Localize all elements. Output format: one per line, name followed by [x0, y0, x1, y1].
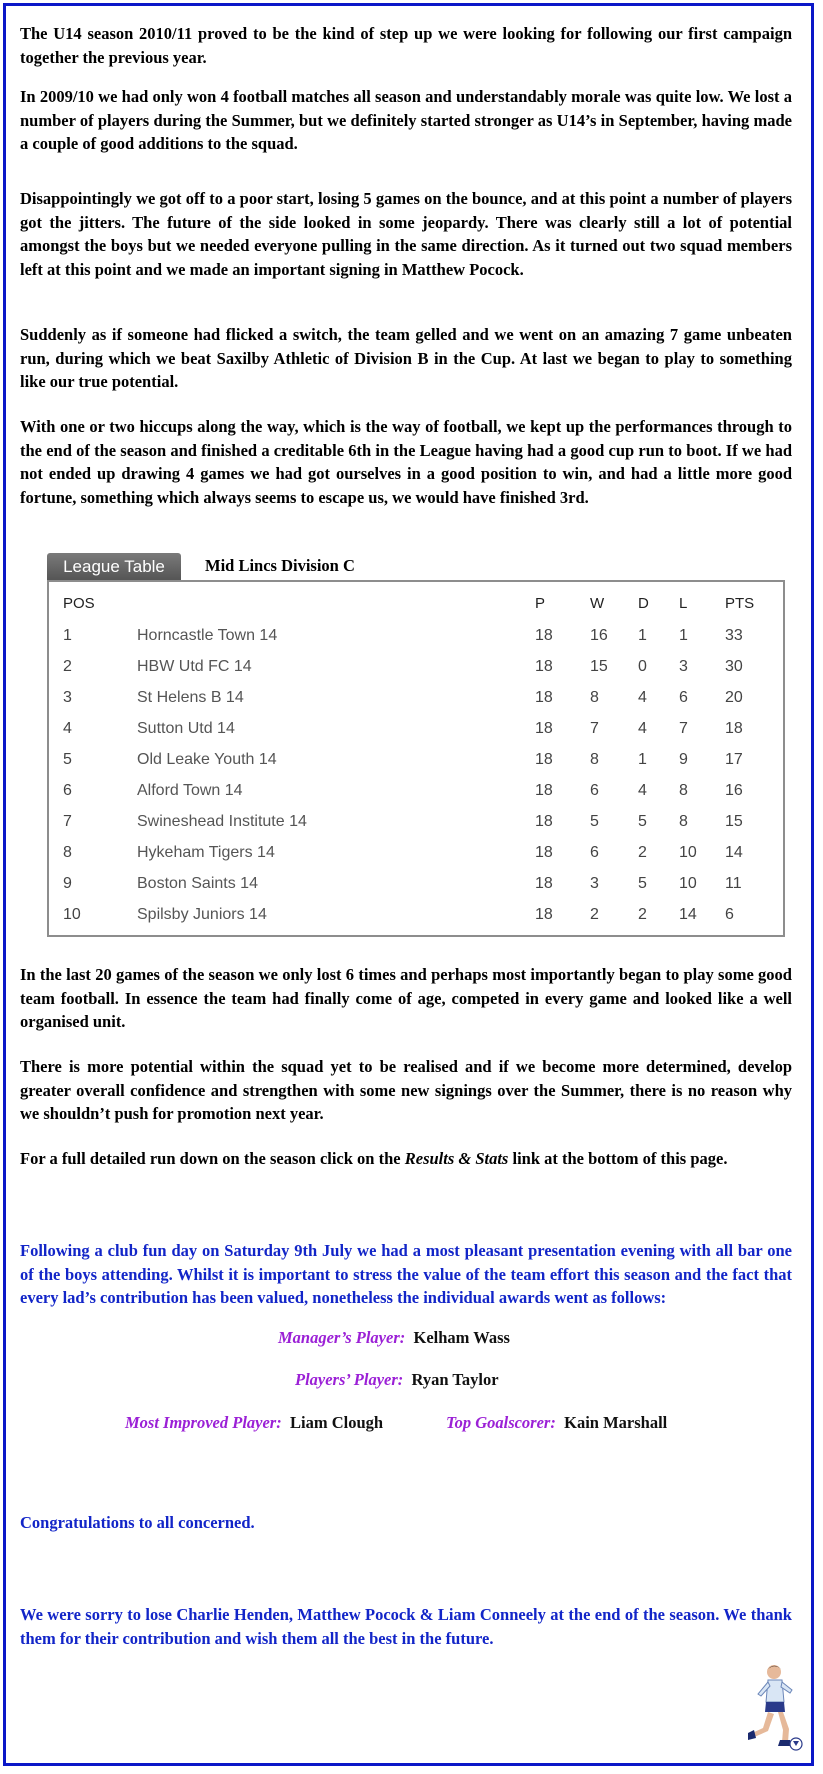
row-lost: 8: [679, 813, 688, 830]
header-pos: POS: [63, 595, 95, 612]
row-won: 5: [590, 813, 599, 830]
row-lost: 14: [679, 906, 697, 923]
row-drawn: 1: [638, 751, 647, 768]
row-played: 18: [535, 751, 553, 768]
results-intro-text: For a full detailed run down on the season click on the: [20, 1149, 405, 1168]
row-team-name: Hykeham Tigers 14: [137, 844, 275, 861]
row-team-name: Alford Town 14: [137, 782, 243, 799]
league-table-body: [47, 580, 785, 937]
row-played: 18: [535, 720, 553, 737]
league-table-row: [49, 651, 783, 682]
row-pos: 4: [63, 720, 72, 737]
header-drawn: D: [638, 595, 649, 612]
row-lost: 7: [679, 720, 688, 737]
row-drawn: 4: [638, 720, 647, 737]
row-lost: 9: [679, 751, 688, 768]
row-lost: 1: [679, 627, 688, 644]
row-points: 33: [725, 627, 743, 644]
paragraph-potential: There is more potential within the squad yet to be realised and if we become more determined, develop greater overall confidence and strengthen with some new signings over the Summer, there is no reason why we shouldn’t push for promotion next year.: [20, 1057, 792, 1123]
league-table-tab: League Table: [47, 553, 181, 580]
row-team-name: Old Leake Youth 14: [137, 751, 277, 768]
award-managers-player: [278, 1328, 510, 1348]
row-team-name: Horncastle Town 14: [137, 627, 278, 644]
row-won: 8: [590, 689, 599, 706]
paragraph-last-20-games: In the last 20 games of the season we only lost 6 times and perhaps most importantly began to play some good team football. In essence the team had finally come of age, competed in every game and looked like a well organised unit.: [20, 965, 792, 1031]
row-points: 15: [725, 813, 743, 830]
row-lost: 8: [679, 782, 688, 799]
row-played: 18: [535, 844, 553, 861]
row-pos: 2: [63, 658, 72, 675]
row-pos: 5: [63, 751, 72, 768]
header-won: W: [590, 595, 605, 612]
row-drawn: 4: [638, 689, 647, 706]
footballer-icon: [738, 1660, 808, 1752]
league-table-row: [49, 713, 783, 744]
row-drawn: 0: [638, 658, 647, 675]
league-table-row: [49, 806, 783, 837]
league-table: [47, 553, 785, 937]
league-table-row: [49, 775, 783, 806]
paragraph-results-link: [20, 1147, 792, 1171]
row-drawn: 2: [638, 906, 647, 923]
award-top-goalscorer: [446, 1413, 667, 1433]
row-pos: 1: [63, 627, 72, 644]
row-points: 16: [725, 782, 743, 799]
row-points: 18: [725, 720, 743, 737]
league-table-header: [49, 588, 783, 619]
paragraph-farewell: We were sorry to lose Charlie Henden, Matthew Pocock & Liam Conneely at the end of the season. We thank them for their contribution and wish them all the best in the future.: [20, 1605, 792, 1648]
row-won: 6: [590, 844, 599, 861]
league-table-row: [49, 899, 783, 930]
row-played: 18: [535, 875, 553, 892]
row-pos: 9: [63, 875, 72, 892]
row-drawn: 2: [638, 844, 647, 861]
row-lost: 6: [679, 689, 688, 706]
row-played: 18: [535, 782, 553, 799]
row-pos: 10: [63, 906, 81, 923]
row-pos: 8: [63, 844, 72, 861]
award-winner: Ryan Taylor: [411, 1370, 499, 1389]
row-drawn: 5: [638, 875, 647, 892]
award-label: Manager’s Player:: [278, 1328, 406, 1347]
row-won: 15: [590, 658, 608, 675]
row-points: 6: [725, 906, 734, 923]
row-won: 2: [590, 906, 599, 923]
row-played: 18: [535, 658, 553, 675]
row-won: 7: [590, 720, 599, 737]
row-lost: 10: [679, 875, 697, 892]
row-won: 8: [590, 751, 599, 768]
row-team-name: St Helens B 14: [137, 689, 244, 706]
row-lost: 10: [679, 844, 697, 861]
row-team-name: HBW Utd FC 14: [137, 658, 252, 675]
league-table-title: Mid Lincs Division C: [205, 556, 355, 575]
row-points: 30: [725, 658, 743, 675]
results-outro-text: link at the bottom of this page.: [508, 1149, 728, 1168]
award-players-player: [295, 1370, 499, 1390]
row-points: 20: [725, 689, 743, 706]
row-team-name: Boston Saints 14: [137, 875, 258, 892]
league-table-row: [49, 682, 783, 713]
row-drawn: 4: [638, 782, 647, 799]
paragraph-congratulations: Congratulations to all concerned.: [20, 1513, 255, 1532]
paragraph-poor-start: Disappointingly we got off to a poor start, losing 5 games on the bounce, and at this point a number of players got the jitters. The future of the side looked in some jeopardy. There was clearly still a lot of potential amongst the boys but we needed everyone pulling in the same direction. As it turned out two squad members left at this point and we made an important signing in Matthew Pocock.: [20, 189, 792, 279]
row-played: 18: [535, 627, 553, 644]
header-points: PTS: [725, 595, 755, 612]
award-label: Most Improved Player:: [125, 1413, 282, 1432]
row-team-name: Sutton Utd 14: [137, 720, 235, 737]
award-winner: Kain Marshall: [564, 1413, 668, 1432]
award-label: Players’ Player:: [295, 1370, 404, 1389]
row-played: 18: [535, 906, 553, 923]
league-table-row: [49, 744, 783, 775]
paragraph-presentation: Following a club fun day on Saturday 9th July we had a most pleasant presentation evening with all bar one of the boys attending. Whilst it is important to stress the value of the team effort this season and the fact that every lad’s contribution has been valued, nonetheless the individual awards went as follows:: [20, 1241, 792, 1307]
row-pos: 6: [63, 782, 72, 799]
award-winner: Kelham Wass: [413, 1328, 510, 1347]
league-table-row: [49, 620, 783, 651]
league-table-row: [49, 837, 783, 868]
row-played: 18: [535, 689, 553, 706]
results-stats-link[interactable]: Results & Stats: [404, 1149, 509, 1168]
award-label: Top Goalscorer:: [446, 1413, 556, 1432]
row-won: 16: [590, 627, 608, 644]
league-table-row: [49, 868, 783, 899]
paragraph-league-finish: With one or two hiccups along the way, which is the way of football, we kept up the performances through to the end of the season and finished a creditable 6th in the League having had a good cup run to boot. If we had not ended up drawing 4 games we had got ourselves in a good position to win, and had a little more good fortune, something which always seems to escape us, we would have finished 3rd.: [20, 417, 792, 507]
header-played: P: [535, 595, 546, 612]
row-played: 18: [535, 813, 553, 830]
row-won: 3: [590, 875, 599, 892]
paragraph-previous-season: In 2009/10 we had only won 4 football matches all season and understandably morale was quite low. We lost a number of players during the Summer, but we definitely started stronger as U14’s in September, having made a couple of good additions to the squad.: [20, 87, 792, 153]
award-winner: Liam Clough: [289, 1413, 384, 1432]
row-points: 11: [725, 875, 742, 892]
row-pos: 3: [63, 689, 72, 706]
header-lost: L: [679, 595, 688, 612]
row-pos: 7: [63, 813, 72, 830]
row-drawn: 1: [638, 627, 647, 644]
row-points: 14: [725, 844, 743, 861]
row-team-name: Spilsby Juniors 14: [137, 906, 267, 923]
row-won: 6: [590, 782, 599, 799]
row-drawn: 5: [638, 813, 647, 830]
row-team-name: Swineshead Institute 14: [137, 813, 307, 830]
award-most-improved: [125, 1413, 383, 1433]
paragraph-unbeaten-run: Suddenly as if someone had flicked a switch, the team gelled and we went on an amazing 7 game unbeaten run, during which we beat Saxilby Athletic of Division B in the Cup. At last we began to play to something like our true potential.: [20, 325, 792, 391]
paragraph-intro: The U14 season 2010/11 proved to be the kind of step up we were looking for following our first campaign together the previous year.: [20, 24, 792, 67]
row-points: 17: [725, 751, 743, 768]
row-lost: 3: [679, 658, 688, 675]
